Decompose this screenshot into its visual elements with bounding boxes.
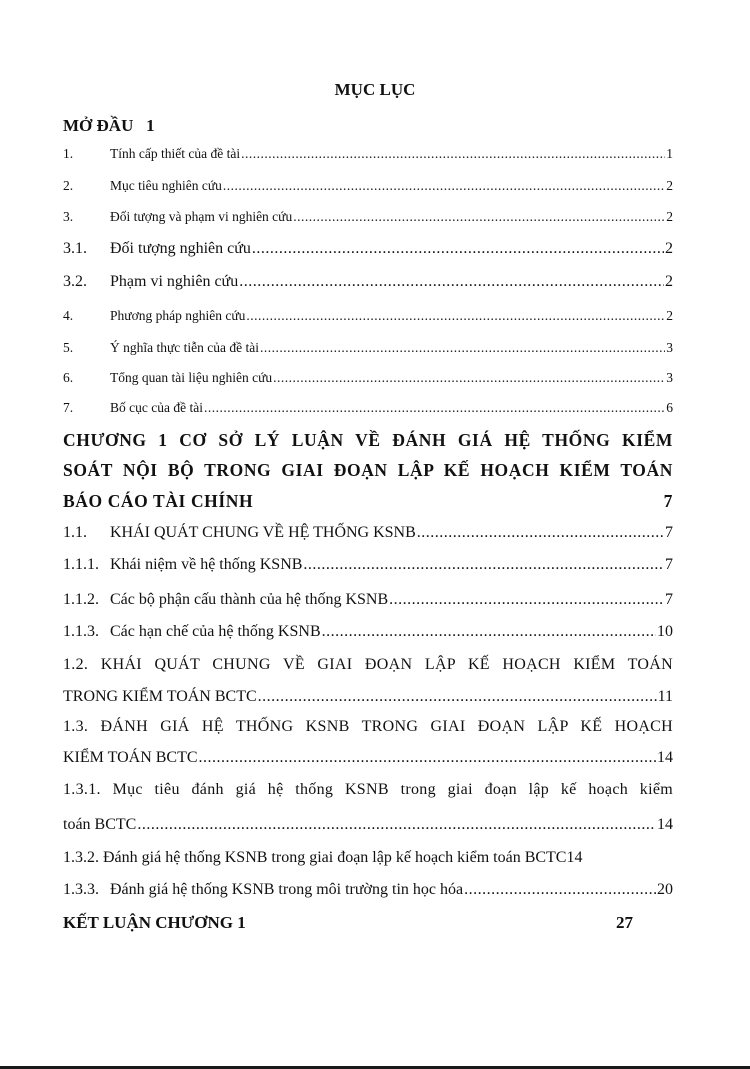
entry-page: 2 <box>665 240 673 257</box>
dot-leader <box>241 146 665 162</box>
toc-entry[interactable] <box>63 370 673 386</box>
entry-number: 1.1. <box>63 524 87 541</box>
conclusion-page: 27 <box>616 913 633 932</box>
toc-entry[interactable] <box>63 749 673 767</box>
toc-entry[interactable] <box>63 591 673 609</box>
entry-text: Đánh giá hệ thống KSNB trong môi trường tin học hóa <box>110 881 464 898</box>
dot-leader <box>260 340 665 356</box>
toc-entry[interactable] <box>63 273 673 291</box>
entry-page: 2 <box>666 308 673 323</box>
entry-number: 1.3.3. <box>63 881 99 898</box>
toc-entry[interactable] <box>63 849 693 867</box>
section-heading-line: 1.3. ĐÁNH GIÁ HỆ THỐNG KSNB TRONG GIAI ĐOẠN LẬP KẾ HOẠCH <box>63 718 673 735</box>
entry-page: 6 <box>666 400 673 415</box>
entry-page: 2 <box>666 178 673 193</box>
entry-text: KHÁI QUÁT CHUNG VỀ HỆ THỐNG KSNB <box>110 524 416 541</box>
toc-entry[interactable] <box>63 524 673 542</box>
toc-entry[interactable] <box>63 178 673 194</box>
entry-page: 2 <box>665 273 673 290</box>
entry-text: Khái niệm về hệ thống KSNB <box>110 556 303 573</box>
section-heading-line: 1.3.1. Mục tiêu đánh giá hệ thống KSNB trong giai đoạn lập kế hoạch kiểm <box>63 781 673 798</box>
toc-entry[interactable] <box>63 881 673 899</box>
entry-text: Bố cục của đề tài <box>110 400 203 415</box>
dot-leader <box>204 400 665 416</box>
entry-page: 7 <box>665 591 673 608</box>
dot-leader <box>223 178 665 194</box>
dot-leader <box>239 273 664 291</box>
entry-number: 1.1.1. <box>63 556 99 573</box>
entry-page: 14 <box>657 749 673 766</box>
dot-leader <box>464 881 656 899</box>
toc-entry[interactable] <box>63 209 673 225</box>
entry-page: 7 <box>665 524 673 541</box>
entry-page: 20 <box>657 881 673 898</box>
entry-text: KIỂM TOÁN BCTC <box>63 749 198 766</box>
entry-text: Ý nghĩa thực tiễn của đề tài <box>110 340 260 355</box>
entry-page: 3 <box>666 340 673 355</box>
toc-entry[interactable] <box>63 400 673 416</box>
entry-text: Tổng quan tài liệu nghiên cứu <box>110 370 273 385</box>
entry-page: 7 <box>665 556 673 573</box>
entry-number: 1.1.3. <box>63 623 99 640</box>
entry-number: 2. <box>63 178 74 193</box>
entry-text: Mục tiêu nghiên cứu <box>110 178 222 193</box>
intro-page: 1 <box>146 116 155 135</box>
toc-entry[interactable] <box>63 308 673 324</box>
entry-text: Tính cấp thiết của đề tài <box>110 146 241 161</box>
entry-number: 3.1. <box>63 240 87 257</box>
entry-page: 11 <box>657 688 673 705</box>
entry-page: 14 <box>657 816 673 833</box>
entry-text: TRONG KIỂM TOÁN BCTC <box>63 688 257 705</box>
toc-entry[interactable] <box>63 146 673 162</box>
dot-leader <box>258 688 657 706</box>
entry-text: 1.3.2. Đánh giá hệ thống KSNB trong giai đoạn lập kế hoạch kiểm toán BCTC14 <box>63 849 583 866</box>
entry-number: 3. <box>63 209 74 224</box>
toc-entry[interactable] <box>63 688 673 706</box>
conclusion-entry[interactable] <box>63 913 633 933</box>
entry-text: Đối tượng và phạm vi nghiên cứu <box>110 209 293 224</box>
entry-page: 1 <box>666 146 673 161</box>
entry-number: 5. <box>63 340 74 355</box>
entry-text: Phạm vi nghiên cứu <box>110 273 239 290</box>
dot-leader <box>137 816 656 834</box>
chapter-heading-line: CHƯƠNG 1 CƠ SỞ LÝ LUẬN VỀ ĐÁNH GIÁ HỆ THỐNG KIỂM <box>63 430 673 450</box>
entry-number: 1. <box>63 146 74 161</box>
entry-page: 10 <box>657 623 673 640</box>
entry-number: 7. <box>63 400 74 415</box>
chapter-heading-line: BÁO CÁO TÀI CHÍNH <box>63 491 254 511</box>
dot-leader <box>246 308 665 324</box>
conclusion-label: KẾT LUẬN CHƯƠNG 1 <box>63 913 246 932</box>
toc-entry[interactable] <box>63 240 673 258</box>
toc-title: MỤC LỤC <box>334 80 416 99</box>
chapter-heading-last-line[interactable] <box>63 491 673 512</box>
dot-leader <box>322 623 656 641</box>
entry-text: Đối tượng nghiên cứu <box>110 240 251 257</box>
entry-number: 6. <box>63 370 74 385</box>
dot-leader <box>417 524 664 542</box>
dot-leader <box>273 370 665 386</box>
chapter-page: 7 <box>663 491 673 511</box>
entry-text: toán BCTC <box>63 816 137 833</box>
dot-leader <box>293 209 665 225</box>
entry-text: Phương pháp nghiên cứu <box>110 308 246 323</box>
dot-leader <box>252 240 664 258</box>
toc-entry[interactable] <box>63 340 673 356</box>
entry-number: 1.1.2. <box>63 591 99 608</box>
dot-leader <box>303 556 664 574</box>
toc-entry[interactable] <box>63 556 673 574</box>
entry-page: 3 <box>666 370 673 385</box>
intro-label: MỞ ĐẦU <box>63 116 134 135</box>
chapter-heading-line: SOÁT NỘI BỘ TRONG GIAI ĐOẠN LẬP KẾ HOẠCH KIỂM TOÁN <box>63 460 673 480</box>
entry-page: 2 <box>666 209 673 224</box>
dot-leader <box>389 591 664 609</box>
section-heading-line: 1.2. KHÁI QUÁT CHUNG VỀ GIAI ĐOẠN LẬP KẾ HOẠCH KIỂM TOÁN <box>63 656 673 673</box>
entry-number: 4. <box>63 308 74 323</box>
toc-entry[interactable] <box>63 816 673 834</box>
toc-entry[interactable] <box>63 623 673 641</box>
entry-text: Các bộ phận cấu thành của hệ thống KSNB <box>110 591 389 608</box>
intro-heading <box>63 116 155 136</box>
entry-number: 3.2. <box>63 273 87 290</box>
entry-text: Các hạn chế của hệ thống KSNB <box>110 623 321 640</box>
dot-leader <box>199 749 656 767</box>
